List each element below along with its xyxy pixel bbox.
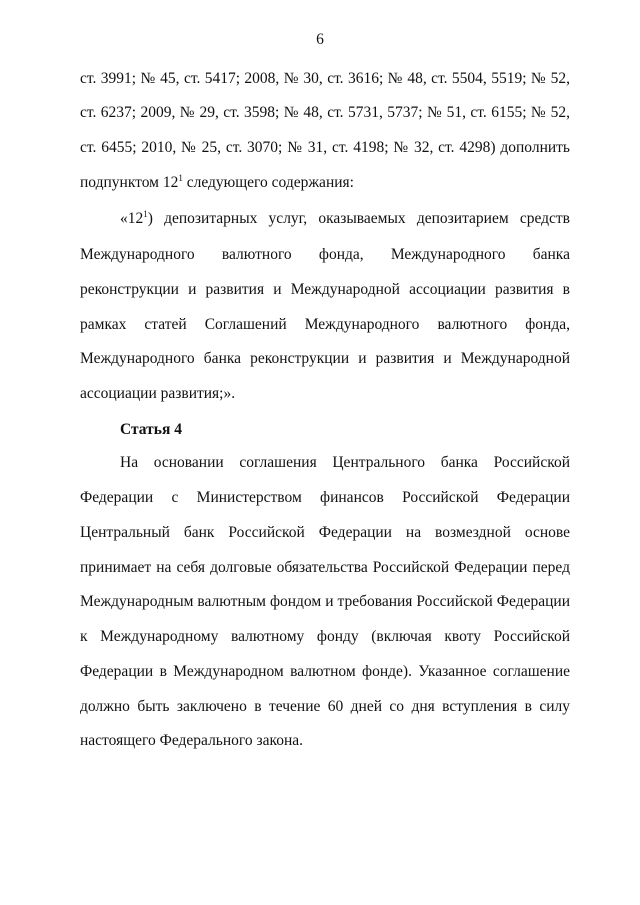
text-line: ст. 6237; 2009, № 29, ст. 3598; № 48, ст. 5731, 5737; № 51, ст. 6155; № 52, xyxy=(80,104,570,121)
text-line: Международным валютным фондом и требования Российской Федерации xyxy=(80,593,570,610)
text-line: Международного банка реконструкции и развития и Международной xyxy=(80,350,570,367)
text-line: Международного валютного фонда, Международного банка xyxy=(80,246,570,263)
superscript: 1 xyxy=(178,173,183,183)
page-number: 6 xyxy=(316,31,324,48)
text-line: к Международному валютному фонду (включая квоту Российской xyxy=(80,628,570,645)
text: «12 xyxy=(120,210,144,227)
text: подпунктом 12 xyxy=(80,174,179,191)
text-line: Федерации в Международном валютном фонде). Указанное соглашение xyxy=(80,663,570,680)
text: следующего содержания: xyxy=(182,174,354,191)
text-line: Федерации с Министерством финансов Российской Федерации xyxy=(80,489,570,506)
text-line xyxy=(80,173,570,193)
text-line: ст. 3991; № 45, ст. 5417; 2008, № 30, ст. 3616; № 48, ст. 5504, 5519; № 52, xyxy=(80,70,570,87)
text-line: реконструкции и развития и Международной ассоциации развития в xyxy=(80,281,570,298)
text-line xyxy=(120,209,570,229)
text-line: принимает на себя долговые обязательства Российской Федерации перед xyxy=(80,559,570,576)
text-line: рамках статей Соглашений Международного валютного фонда, xyxy=(80,316,570,333)
superscript: 1 xyxy=(143,209,148,219)
text: ) депозитарных услуг, оказываемых депозитарием средств xyxy=(147,210,570,227)
text-line: должно быть заключено в течение 60 дней со дня вступления в силу xyxy=(80,698,570,715)
section-heading: Статья 4 xyxy=(120,421,182,438)
text-line: На основании соглашения Центрального банка Российской xyxy=(120,454,570,471)
text-line: ст. 6455; 2010, № 25, ст. 3070; № 31, ст. 4198; № 32, ст. 4298) дополнить xyxy=(80,139,570,156)
text-line: ассоциации развития;». xyxy=(80,385,236,402)
text-line: Центральный банк Российской Федерации на возмездной основе xyxy=(80,524,570,541)
text-line: настоящего Федерального закона. xyxy=(80,732,304,749)
